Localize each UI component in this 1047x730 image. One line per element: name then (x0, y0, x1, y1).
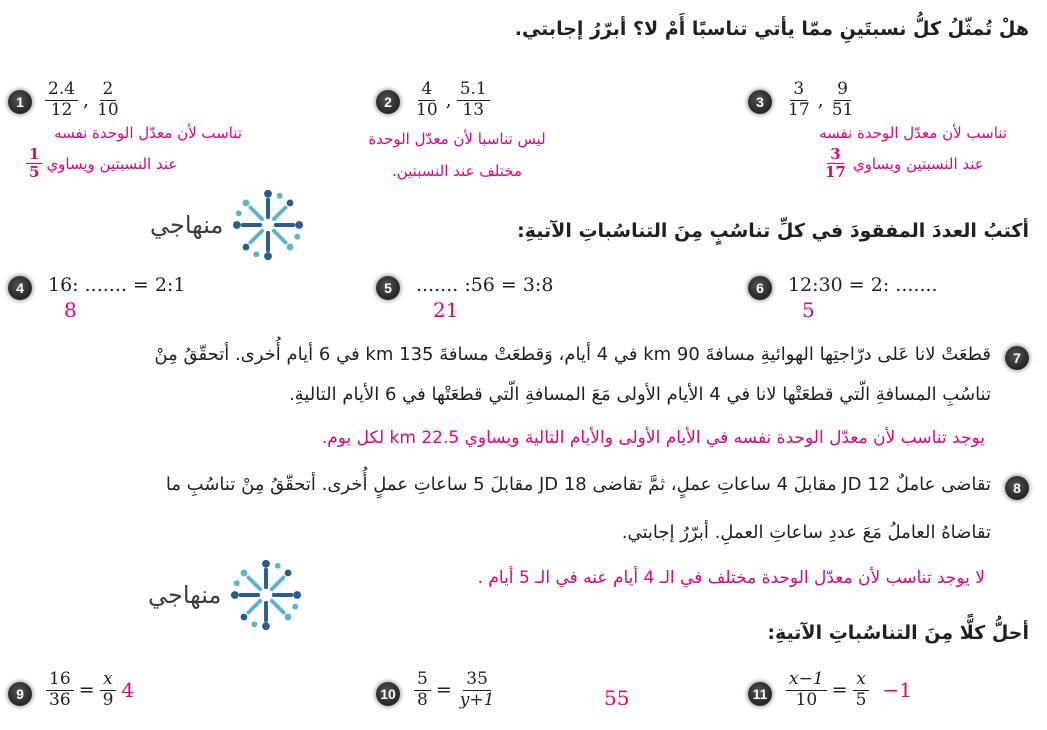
item-2-ratios: $\frac{4}{10}$ , $\frac{5.1}{13}$ (413, 80, 490, 120)
section1-heading: هلْ تُمثّلُ كلُّ نسبتَينِ ممّا يأتي تناسبًا أَمْ لا؟ أبرّرُ إجابتي. (514, 18, 1029, 40)
numerator: x (853, 670, 869, 691)
manhaji-logo (150, 186, 307, 264)
problem7-line1: قطعَتْ لانا عَلى درّاجتِها الهوائيةِ مسافةَ 90 km في 4 أيام، وَقطعَتْ مسافةَ 135 km في 6 أيام أُخرى. أتحقّقُ مِنْ (154, 344, 991, 365)
item-9-answer: 4 (121, 678, 135, 703)
denominator: 17 (788, 99, 810, 120)
item-3-answer-line2 (822, 146, 984, 182)
item-number-badge: 4 (8, 276, 32, 300)
problem7-line2: تناسُبِ المسافةِ الّتي قطعَتْها لانا في 4 الأيام الأولى مَعَ المسافةِ الّتي قطعَتْها في 6 الأيام التاليةِ. (288, 384, 991, 405)
section2-heading: أكتبُ العددَ المفقودَ في كلِّ تناسُبٍ مِنَ التناسُباتِ الآتيةِ: (517, 220, 1029, 242)
item-11-equation: $\frac{x-1}{10}$ = $\frac{x}{5}$ −1 (786, 670, 912, 710)
denominator: 5 (855, 689, 867, 710)
denominator: 12 (50, 99, 73, 120)
item-2-answer-line1: ليس تناسبا لأن معدّل الوحدة (368, 130, 546, 148)
denominator: 8 (417, 689, 428, 710)
item-6-answer: 5 (802, 298, 815, 322)
item-1-answer-line2 (26, 146, 177, 182)
problem8-answer: لا يوجد تناسب لأن معدّل الوحدة مختلف في الـ 4 أيام عنه في الـ 5 أيام . (477, 568, 985, 588)
denominator: 13 (462, 99, 485, 120)
item-6-expression: 12:30 = 2: ....... (788, 274, 938, 296)
item-number-badge: 8 (1005, 476, 1029, 500)
item-5-answer: 21 (433, 298, 459, 322)
item-5-expression: ....... :56 = 3:8 (416, 274, 554, 296)
item-number-badge: 1 (8, 90, 32, 114)
item-number-badge: 9 (8, 682, 32, 706)
section3-heading: أحلُّ كلًّا مِنَ التناسُباتِ الآتيةِ: (767, 622, 1029, 644)
item-10-answer: 55 (604, 686, 630, 710)
item-2-answer-line2: مختلف عند النسبتين. (391, 162, 523, 180)
item-4-answer: 8 (64, 298, 77, 322)
item-number-badge: 11 (748, 682, 772, 706)
numerator: x (100, 670, 116, 691)
denominator: 51 (831, 99, 854, 120)
item-3-answer-line1: تناسب لأن معدّل الوحدة نفسه (819, 124, 1007, 142)
answer-text: عند النسبتين ويساوي (852, 154, 984, 173)
numerator: 2 (100, 80, 117, 101)
problem8-line2: تقاضاهُ العاملُ مَعَ عددِ ساعاتِ العملِ. أبرّرُ إجابتي. (621, 522, 991, 543)
people-circle-logo-icon (229, 186, 307, 264)
numerator: 2.4 (45, 80, 78, 101)
numerator: x−1 (786, 670, 827, 691)
people-circle-logo-icon (227, 556, 305, 634)
numerator: 5 (414, 670, 431, 691)
logo-text: منهاجي (148, 581, 222, 609)
item-number-badge: 10 (376, 682, 400, 706)
item-number-badge: 7 (1005, 346, 1029, 370)
item-11-answer: −1 (882, 678, 912, 703)
item-3-ratios: $\frac{3}{17}$ , $\frac{9}{51}$ (785, 80, 856, 120)
denominator: 10 (416, 99, 438, 120)
numerator: 3 (790, 80, 807, 101)
numerator: 3 (827, 146, 843, 164)
item-1-ratios: $\frac{2.4}{12}$ , $\frac{2}{10}$ (45, 80, 122, 120)
item-number-badge: 5 (376, 276, 400, 300)
item-number-badge: 6 (748, 276, 772, 300)
item-number-badge: 2 (376, 90, 400, 114)
denominator: 17 (825, 163, 846, 182)
numerator: 9 (834, 80, 851, 101)
item-9-equation: $\frac{16}{36}$ = $\frac{x}{9}$ 4 (46, 670, 134, 710)
numerator: 5.1 (457, 80, 490, 101)
answer-text: عند النسبتين ويساوي (46, 154, 178, 173)
manhaji-logo (148, 556, 305, 634)
denominator: 5 (29, 163, 40, 182)
denominator: 10 (795, 689, 818, 710)
logo-text: منهاجي (150, 211, 224, 239)
item-1-answer-line1: تناسب لأن معدّل الوحدة نفسه (54, 124, 242, 142)
denominator: 10 (97, 99, 119, 120)
denominator: 9 (102, 689, 114, 710)
denominator: 36 (49, 689, 71, 710)
numerator: 16 (46, 670, 74, 691)
numerator: 35 (463, 670, 491, 691)
numerator: 1 (26, 146, 42, 164)
problem8-line1: تقاضى عاملٌ 12 JD مقابلَ 4 ساعاتِ عملٍ، ثمَّ تقاضى 18 JD مقابلَ 5 ساعاتِ عملٍ أُخرى. أتحقّقُ مِنْ تناسُبِ ما (165, 474, 991, 495)
item-10-equation: $\frac{5}{8}$ = $\frac{35}{y+1}$ (414, 670, 497, 710)
item-number-badge: 3 (748, 90, 772, 114)
denominator: y+1 (459, 689, 495, 710)
problem7-answer: يوجد تناسب لأن معدّل الوحدة نفسه في الأيام الأولى والأيام التالية ويساوي 22.5 km لكل يوم. (321, 428, 985, 448)
item-4-expression: 16: ....... = 2:1 (48, 274, 186, 296)
numerator: 4 (418, 80, 435, 101)
